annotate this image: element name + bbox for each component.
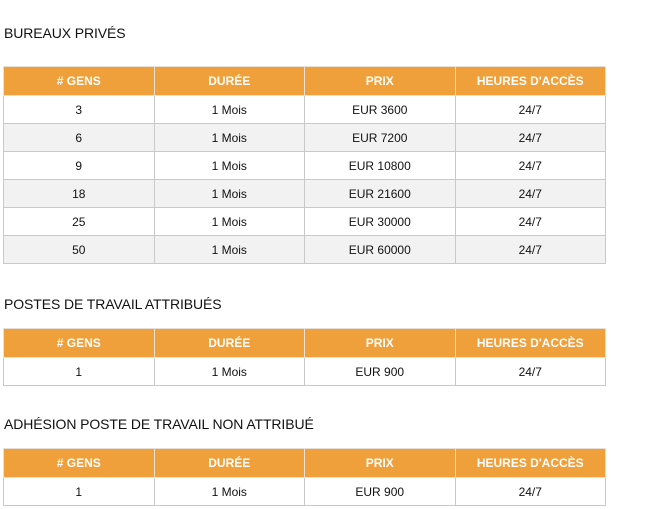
table-row [4, 152, 606, 180]
table-header-row [4, 329, 606, 358]
cell-access-hours: 24/7 [455, 152, 606, 180]
header-price: PRIX [305, 67, 456, 96]
cell-people: 6 [4, 124, 155, 152]
cell-access-hours: 24/7 [455, 208, 606, 236]
cell-people: 3 [4, 96, 155, 124]
cell-price: EUR 3600 [305, 96, 456, 124]
header-price: PRIX [305, 449, 456, 478]
cell-duration: 1 Mois [154, 236, 305, 264]
table-row [4, 124, 606, 152]
cell-access-hours: 24/7 [455, 96, 606, 124]
section-title-bureaux-prives: BUREAUX PRIVÉS [4, 25, 126, 41]
cell-people: 18 [4, 180, 155, 208]
cell-people: 9 [4, 152, 155, 180]
cell-price: EUR 7200 [305, 124, 456, 152]
cell-access-hours: 24/7 [455, 358, 606, 386]
header-access-hours: HEURES D'ACCÈS [455, 449, 606, 478]
header-price: PRIX [305, 329, 456, 358]
cell-duration: 1 Mois [154, 152, 305, 180]
table-header-row [4, 67, 606, 96]
header-people: # GENS [4, 329, 155, 358]
pricing-table-postes-attribues [3, 328, 606, 386]
table-row [4, 478, 606, 506]
pricing-table-bureaux-prives [3, 66, 606, 264]
cell-duration: 1 Mois [154, 96, 305, 124]
cell-people: 1 [4, 478, 155, 506]
cell-price: EUR 900 [305, 478, 456, 506]
header-access-hours: HEURES D'ACCÈS [455, 67, 606, 96]
table-row [4, 180, 606, 208]
section-title-poste-non-attribue: ADHÉSION POSTE DE TRAVAIL NON ATTRIBUÉ [4, 416, 314, 432]
pricing-table-poste-non-attribue [3, 448, 606, 506]
cell-access-hours: 24/7 [455, 236, 606, 264]
cell-duration: 1 Mois [154, 208, 305, 236]
cell-price: EUR 30000 [305, 208, 456, 236]
cell-duration: 1 Mois [154, 358, 305, 386]
table-header-row [4, 449, 606, 478]
header-access-hours: HEURES D'ACCÈS [455, 329, 606, 358]
cell-duration: 1 Mois [154, 180, 305, 208]
cell-price: EUR 900 [305, 358, 456, 386]
header-duration: DURÉE [154, 329, 305, 358]
cell-price: EUR 60000 [305, 236, 456, 264]
cell-people: 50 [4, 236, 155, 264]
table-row [4, 208, 606, 236]
cell-price: EUR 10800 [305, 152, 456, 180]
header-people: # GENS [4, 67, 155, 96]
cell-access-hours: 24/7 [455, 124, 606, 152]
header-duration: DURÉE [154, 67, 305, 96]
cell-access-hours: 24/7 [455, 180, 606, 208]
cell-duration: 1 Mois [154, 478, 305, 506]
table-row [4, 358, 606, 386]
header-people: # GENS [4, 449, 155, 478]
cell-access-hours: 24/7 [455, 478, 606, 506]
table-row [4, 236, 606, 264]
cell-people: 25 [4, 208, 155, 236]
table-row [4, 96, 606, 124]
header-duration: DURÉE [154, 449, 305, 478]
cell-price: EUR 21600 [305, 180, 456, 208]
section-title-postes-attribues: POSTES DE TRAVAIL ATTRIBUÉS [4, 296, 222, 312]
cell-people: 1 [4, 358, 155, 386]
cell-duration: 1 Mois [154, 124, 305, 152]
